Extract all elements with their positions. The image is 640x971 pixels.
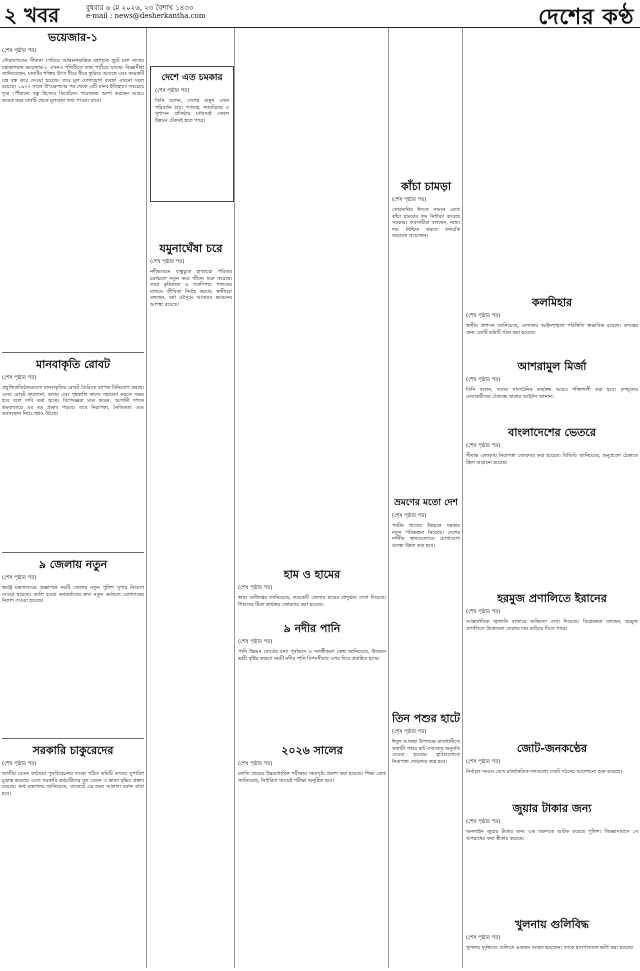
headline[interactable]: ভ্রমণের মতো দেশ (394, 498, 458, 508)
continued-label: (শেষ পৃষ্ঠার পর) (150, 259, 185, 265)
article-voyager (2, 29, 144, 351)
continued-label: (শেষ পৃষ্ঠার পর) (2, 761, 37, 767)
headline[interactable]: আশরামুল মির্জা (517, 360, 587, 373)
article-body: স্বরাষ্ট্র মন্ত্রণালয়ের প্রজ্ঞাপনে নয়টি জেলায় নতুন পুলিশ সুপার নিয়োগ দেওয়া হয়েছে। বদলি হওয়া কর্মকর্তাদের দ্রুত নতুন কর্মস্থলে যোগদানের নির্দেশ দেওয়া হয়েছে। (2, 585, 144, 605)
article-khulna (466, 916, 638, 970)
headline[interactable]: কাঁচা চামড়া (400, 180, 452, 193)
date-line: বুধবার ৬ মে ২০২৬, ২৩ বৈশাখ ১৪৩৩ (86, 4, 194, 12)
article-body: নির্বাচন সামনে রেখে রাজনৈতিক দলগুলো জোট গঠনের আলোচনা শুরু করেছে। (466, 769, 622, 775)
continued-label: (শেষ পৃষ্ঠার পর) (2, 375, 37, 381)
article-cattle-market (392, 710, 460, 860)
email-link[interactable]: e-mail : news@desherkantha.com (86, 12, 206, 20)
article-hormuz (466, 590, 638, 736)
continued-label: (শেষ পৃষ্ঠার পর) (466, 819, 501, 825)
continued-label: (শেষ পৃষ্ঠার পর) (238, 761, 273, 767)
continued-label: (শেষ পৃষ্ঠার পর) (466, 377, 501, 383)
article-kolmihar (466, 294, 638, 352)
continued-label: (শেষ পৃষ্ঠার পর) (238, 639, 273, 645)
article-alliance (466, 740, 638, 794)
article-body: জাতীয় বেতন কাঠামো পুনর্বিবেচনার লক্ষ্যে গঠিত কমিটি তাদের সুপারিশ চূড়ান্ত করেছে। এতে সরকারি কর্মচারীদের মূল বেতন ও ভাতা বৃদ্ধির প্রস্তাব রয়েছে। অর্থ মন্ত্রণালয় জানিয়েছে, বাজেটে এর জন্য আলাদা বরাদ্দ রাখা হবে। (2, 771, 144, 797)
continued-label: (শেষ পৃষ্ঠার পর) (466, 759, 501, 765)
divider (2, 352, 144, 353)
article-body: সৌরজগতের সীমানা পেরিয়ে আন্তঃনাক্ষত্রিক মহাশূন্যে ছুটে চলা নাসার মহাকাশযান ভয়েজার-১ এখনও পৃথিবীতে তথ্য পাঠিয়ে যাচ্ছে। বিজ্ঞানীরা জানিয়েছেন, যানটির শক্তির উৎস ধীরে ধীরে ফুরিয়ে আসছে এবং কয়েকটি যন্ত্র বন্ধ করে দেওয়া হয়েছে। তবে মূল যোগাযোগ ব্যবস্থা এখনো সচল রয়েছে। ১৯৭৭ সালে উৎক্ষেপণের পর থেকে এটি মানব ইতিহাসে সবচেয়ে দূরে পৌঁছানো বস্তু হিসেবে বিবেচিত। গবেষকরা আশা করছেন আরও কয়েক বছর যানটি থেকে মূল্যবান তথ্য পাওয়া যাবে। (2, 58, 144, 104)
article-robot (2, 356, 144, 550)
article-body: আন্তর্জাতিক জ্বালানি বাজারে অস্থিরতা দেখা দিয়েছে। বিশ্লেষকরা বলছেন, হরমুজ প্রণালিতে উত্তেজনা তেলের দাম বাড়িয়ে দিতে পারে। (466, 619, 638, 632)
article-nine-districts (2, 556, 144, 736)
continued-label: (শেষ পৃষ্ঠার পর) (392, 513, 427, 519)
headline[interactable]: জোট-জনকণ্ঠের (516, 742, 588, 755)
headline[interactable]: দেশে এত চমকার (161, 73, 223, 83)
divider (2, 738, 144, 739)
headline[interactable]: যমুনাঘেঁষা চরে (159, 242, 223, 255)
article-measles (238, 566, 386, 612)
headline[interactable]: মানবাকৃতি রোবট (36, 358, 110, 371)
article-body: প্রযুক্তিপ্রতিষ্ঠানগুলো মানবাকৃতির রোবট তৈরিতে ব্যাপক বিনিয়োগ করছে। এসব রোবট কারখানা, গুদাম এবং গৃহস্থালি কাজে সহায়তা করতে সক্ষম হবে বলে দাবি করা হচ্ছে। বিশেষজ্ঞরা মনে করেন, আগামী দশকে শ্রমবাজারে এর বড় প্রভাব পড়বে। তবে নিরাপত্তা, নৈতিকতা এবং কর্মসংস্থান নিয়ে প্রশ্নও উঠছে। (2, 385, 144, 418)
headline[interactable]: হাম ও হামের (283, 568, 341, 581)
article-body: চলতি বছরের উচ্চমাধ্যমিক পরীক্ষার সময়সূচি প্রকাশ করা হয়েছে। শিক্ষা বোর্ড জানিয়েছে, নির্ধারিত সময়েই পরীক্ষা অনুষ্ঠিত হবে। (238, 771, 386, 784)
divider (2, 552, 144, 553)
page-header (0, 0, 640, 28)
article-govt-employees (2, 742, 144, 968)
continued-label: (শেষ পৃষ্ঠার পর) (392, 197, 427, 203)
continued-label: (শেষ পৃষ্ঠার পর) (466, 609, 501, 615)
continued-label: (শেষ পৃষ্ঠার পর) (466, 935, 501, 941)
headline[interactable]: বাংলাদেশের ভেতরে (508, 426, 596, 439)
headline[interactable]: খুলনায় গুলিবিদ্ধ (515, 918, 589, 931)
continued-label: (শেষ পৃষ্ঠার পর) (2, 48, 37, 54)
continued-label: (শেষ পৃষ্ঠার পর) (466, 443, 501, 449)
article-nine-rivers (238, 620, 386, 716)
article-body: তিনি বলেন, দেশের মানুষ এখন পরিবর্তন চায়। গণতন্ত্র, ন্যায়বিচার ও সুশাসন প্রতিষ্ঠার মাধ্যমেই কেবল উন্নয়ন টেকসই হতে পারে। (155, 98, 229, 124)
section-title: খবর (24, 3, 60, 27)
headline[interactable]: ৯ জেলায় নতুন (38, 558, 108, 571)
masthead-logo: দেশের কণ্ঠ (538, 4, 634, 30)
article-body: পর্যটন খাতের উন্নয়নে সরকার নতুন পরিকল্পনা নিয়েছে। দেশের দর্শনীয় স্থানগুলোতে যোগাযোগ ব্যবস্থা উন্নত করা হবে। (392, 523, 460, 549)
headline[interactable]: ভয়েজার-১ (48, 31, 98, 44)
article-inside-bangladesh (466, 424, 638, 584)
headline[interactable]: তিন পশুর হাটে (392, 712, 460, 725)
headline[interactable]: হরমুজ প্রণালিতে ইরানের (497, 592, 607, 605)
headline[interactable]: কলমিহার (531, 296, 573, 309)
article-mirza (466, 358, 638, 420)
column-rule (146, 28, 147, 968)
continued-label: (শেষ পৃষ্ঠার পর) (238, 585, 273, 591)
continued-label: (শেষ পৃষ্ঠার পর) (2, 575, 37, 581)
article-body: তিনি বলেন, দলের সাংগঠনিক কার্যক্রম আরও শক্তিশালী করা হবে। তৃণমূলের নেতাকর্মীদের ঐক্যবদ্ধ থাকার আহ্বান জানান। (466, 387, 638, 400)
continued-label: (শেষ পৃষ্ঠার পর) (155, 88, 190, 94)
column-rule (234, 28, 235, 968)
article-jomuna (150, 240, 232, 522)
article-2026 (238, 742, 386, 968)
article-gambling (466, 800, 638, 910)
headline[interactable]: ২০২৬ সালের (281, 744, 343, 757)
article-body: নদীভাঙনে বাস্তুচ্যুত হাজারো পরিবার চরাঞ্চলে নতুন করে জীবন শুরু করেছে। তারা কৃষিকাজ ও গবাদিপশু পালনের মাধ্যমে জীবিকা নির্বাহ করছে। স্থানীয়রা বলছেন, বর্ষা মৌসুমে আবারও ভাঙনের আশঙ্কা রয়েছে। (150, 269, 232, 308)
continued-label: (শেষ পৃষ্ঠার পর) (466, 313, 501, 319)
headline[interactable]: ৯ নদীর পানি (283, 622, 341, 635)
column-rule (462, 28, 463, 968)
article-body: সীমান্ত এলাকায় নিরাপত্তা জোরদার করা হয়েছে। বিজিবি জানিয়েছে, অনুপ্রবেশ ঠেকাতে টহল বাড়ানো হয়েছে। (466, 453, 638, 466)
headline[interactable]: সরকারি চাকুরেদের (32, 744, 114, 757)
column-rule (388, 28, 389, 968)
article-body: স্থানীয় প্রশাসন জানিয়েছে, এলাকায় আইনশৃঙ্খলা পরিস্থিতি স্বাভাবিক রয়েছে। তদন্তের জন্য একটি কমিটি গঠন করা হয়েছে। (466, 323, 638, 336)
article-body: অনলাইন জুয়ার টাকার জন্য এক তরুণকে আটক করেছে পুলিশ। জিজ্ঞাসাবাদে সে অপরাধের কথা স্বীকার করেছে। (466, 829, 638, 842)
article-body: ঈদুল আজহা উপলক্ষে রাজধানীতে অস্থায়ী পশুর হাট বসানোর অনুমতি দেওয়া হয়েছে। হাটগুলোতে নিরাপত্তা জোরদার করা হবে। (392, 739, 460, 765)
article-body: কোরবানির ঈদকে সামনে রেখে কাঁচা চামড়ার দাম নির্ধারণ করেছে সরকার। ব্যবসায়ীরা বলছেন, ন্যায্য দাম নিশ্চিত করতে তদারকি বাড়ানো প্রয়োজন। (392, 207, 460, 240)
page-number: ২ (4, 3, 18, 27)
article-body: পানি উন্নয়ন বোর্ডের বন্যা পূর্বাভাস ও সতর্কীকরণ কেন্দ্র জানিয়েছে, উজানে ভারী বৃষ্টির কারণে নয়টি নদীর পানি বিপদসীমার ওপর দিয়ে প্রবাহিত হচ্ছে। (238, 649, 386, 662)
headline[interactable]: জুয়ার টাকার জন্য (512, 802, 592, 815)
article-travel-country (392, 494, 460, 694)
continued-label: (শেষ পৃষ্ঠার পর) (392, 729, 427, 735)
article-raw-hide (392, 178, 460, 348)
article-body: খুলনায় দুর্বৃত্তদের গুলিতে একজন আহত হয়েছেন। তাকে হাসপাতালে ভর্তি করা হয়েছে। (466, 945, 634, 951)
article-body: স্বাস্থ্য অধিদপ্তর জানিয়েছে, কয়েকটি জেলায় হামের প্রাদুর্ভাব দেখা দিয়েছে। শিশুদের টিকা কার্যক্রম জোরদার করা হয়েছে। (238, 595, 386, 608)
article-chomok (150, 66, 234, 202)
